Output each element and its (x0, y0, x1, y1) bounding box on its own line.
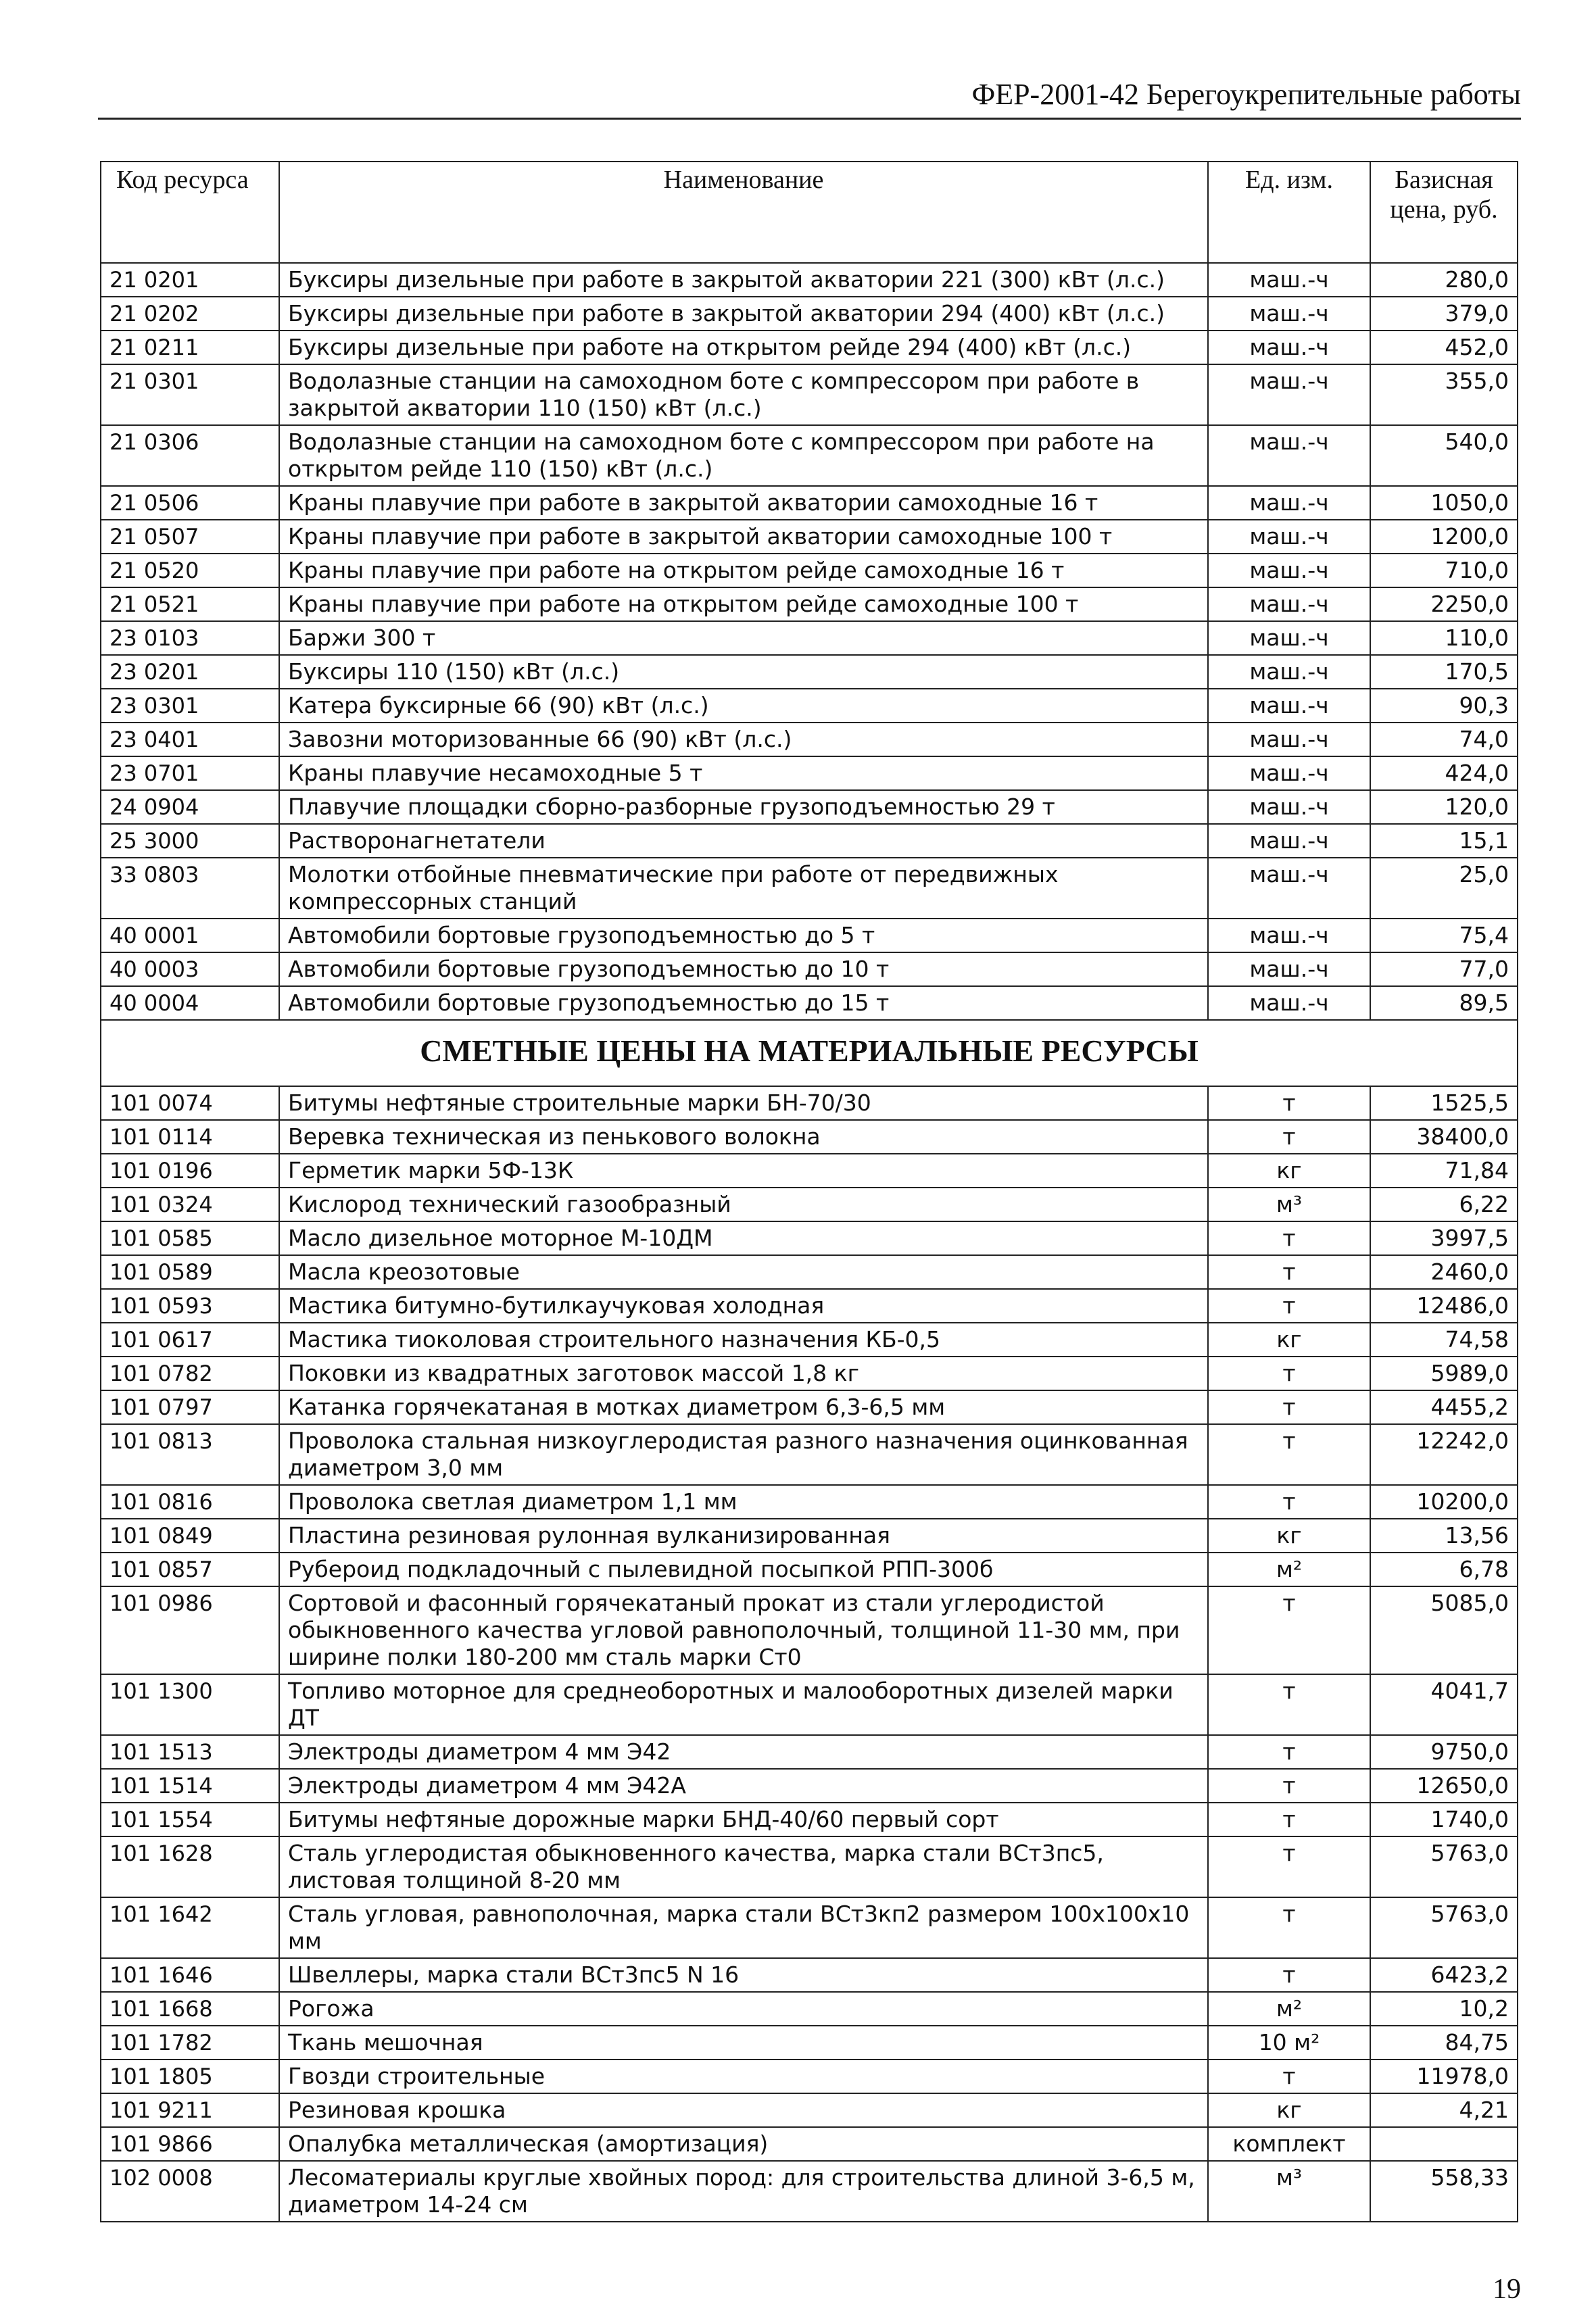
unit-of-measure: т (1208, 1221, 1370, 1255)
table-row (101, 689, 1518, 723)
resource-name: Рубероид подкладочный с пылевидной посыпкой РПП-300б (279, 1553, 1208, 1586)
table-row (101, 263, 1518, 297)
base-price: 89,5 (1370, 986, 1518, 1020)
resource-code: 102 0008 (101, 2161, 279, 2222)
resource-code: 25 3000 (101, 824, 279, 858)
resource-name: Проволока стальная низкоуглеродистая разного назначения оцинкованная диаметром 3,0 мм (279, 1424, 1208, 1485)
resource-code: 101 1513 (101, 1735, 279, 1769)
unit-of-measure: т (1208, 1674, 1370, 1735)
resource-name: Растворонагнетатели (279, 824, 1208, 858)
resource-name: Катера буксирные 66 (90) кВт (л.с.) (279, 689, 1208, 723)
col-header-price: Базисная цена, руб. (1370, 162, 1518, 263)
col-header-unit: Ед. изм. (1208, 162, 1370, 263)
base-price: 74,0 (1370, 723, 1518, 756)
resource-code: 101 0593 (101, 1289, 279, 1323)
resource-code: 101 0114 (101, 1120, 279, 1154)
resource-code: 101 0816 (101, 1485, 279, 1519)
resource-name: Ткань мешочная (279, 2026, 1208, 2060)
resource-name: Резиновая крошка (279, 2093, 1208, 2127)
table-row (101, 858, 1518, 919)
base-price: 11978,0 (1370, 2060, 1518, 2093)
resource-code: 101 0813 (101, 1424, 279, 1485)
unit-of-measure: т (1208, 1424, 1370, 1485)
resource-name: Краны плавучие несамоходные 5 т (279, 756, 1208, 790)
machines-section (101, 263, 1518, 1020)
base-price: 10200,0 (1370, 1485, 1518, 1519)
resource-name: Краны плавучие при работе на открытом рейде самоходные 16 т (279, 554, 1208, 587)
unit-of-measure: т (1208, 1803, 1370, 1836)
resource-code: 21 0507 (101, 520, 279, 554)
resource-code: 101 0585 (101, 1221, 279, 1255)
unit-of-measure: т (1208, 1120, 1370, 1154)
base-price: 1740,0 (1370, 1803, 1518, 1836)
resource-code: 21 0506 (101, 486, 279, 520)
table-row (101, 2093, 1518, 2127)
table-row (101, 331, 1518, 364)
base-price: 5989,0 (1370, 1357, 1518, 1390)
base-price: 12486,0 (1370, 1289, 1518, 1323)
table-row (101, 655, 1518, 689)
resource-code: 101 0782 (101, 1357, 279, 1390)
unit-of-measure: маш.-ч (1208, 486, 1370, 520)
base-price: 75,4 (1370, 919, 1518, 952)
unit-of-measure: т (1208, 1735, 1370, 1769)
table-row (101, 621, 1518, 655)
resource-name: Буксиры 110 (150) кВт (л.с.) (279, 655, 1208, 689)
resource-name: Автомобили бортовые грузоподъемностью до 5 т (279, 919, 1208, 952)
resource-name: Веревка техническая из пенькового волокна (279, 1120, 1208, 1154)
table-row (101, 824, 1518, 858)
base-price: 452,0 (1370, 331, 1518, 364)
base-price: 280,0 (1370, 263, 1518, 297)
unit-of-measure: т (1208, 1769, 1370, 1803)
unit-of-measure: т (1208, 1390, 1370, 1424)
unit-of-measure: маш.-ч (1208, 554, 1370, 587)
unit-of-measure: т (1208, 1897, 1370, 1958)
unit-of-measure: маш.-ч (1208, 520, 1370, 554)
unit-of-measure: м³ (1208, 2161, 1370, 2222)
base-price: 9750,0 (1370, 1735, 1518, 1769)
unit-of-measure: кг (1208, 1519, 1370, 1553)
unit-of-measure: маш.-ч (1208, 655, 1370, 689)
resource-code: 101 9211 (101, 2093, 279, 2127)
unit-of-measure: маш.-ч (1208, 986, 1370, 1020)
unit-of-measure: маш.-ч (1208, 364, 1370, 425)
table-row (101, 952, 1518, 986)
base-price: 90,3 (1370, 689, 1518, 723)
resource-name: Буксиры дизельные при работе в закрытой акватории 221 (300) кВт (л.с.) (279, 263, 1208, 297)
materials-heading-section (101, 1020, 1518, 1086)
table-row (101, 1897, 1518, 1958)
col-header-code: Код ресурса (101, 162, 279, 263)
table-row (101, 1323, 1518, 1357)
table-row (101, 587, 1518, 621)
resource-code: 23 0401 (101, 723, 279, 756)
table-row (101, 2026, 1518, 2060)
base-price: 3997,5 (1370, 1221, 1518, 1255)
header-rule (98, 118, 1521, 120)
resource-code: 101 0324 (101, 1188, 279, 1221)
unit-of-measure: маш.-ч (1208, 952, 1370, 986)
resource-name: Краны плавучие при работе в закрытой акватории самоходные 100 т (279, 520, 1208, 554)
unit-of-measure: маш.-ч (1208, 756, 1370, 790)
base-price (1370, 2127, 1518, 2161)
resource-code: 101 0196 (101, 1154, 279, 1188)
resource-name: Опалубка металлическая (амортизация) (279, 2127, 1208, 2161)
table-row (101, 1357, 1518, 1390)
base-price: 5763,0 (1370, 1897, 1518, 1958)
resource-name: Масла креозотовые (279, 1255, 1208, 1289)
resource-name: Баржи 300 т (279, 621, 1208, 655)
resource-name: Герметик марки 5Ф-13К (279, 1154, 1208, 1188)
resource-code: 101 0797 (101, 1390, 279, 1424)
base-price: 84,75 (1370, 2026, 1518, 2060)
unit-of-measure: т (1208, 1289, 1370, 1323)
table-row (101, 1120, 1518, 1154)
resource-code: 40 0001 (101, 919, 279, 952)
table-row (101, 723, 1518, 756)
base-price: 120,0 (1370, 790, 1518, 824)
resource-code: 101 0857 (101, 1553, 279, 1586)
running-header: ФЕР-2001-42 Берегоукрепительные работы (971, 78, 1521, 111)
table-row (101, 1289, 1518, 1323)
unit-of-measure: маш.-ч (1208, 263, 1370, 297)
base-price: 558,33 (1370, 2161, 1518, 2222)
table-row (101, 1803, 1518, 1836)
unit-of-measure: маш.-ч (1208, 331, 1370, 364)
resource-name: Катанка горячекатаная в мотках диаметром 6,3-6,5 мм (279, 1390, 1208, 1424)
table-row (101, 1390, 1518, 1424)
table-row (101, 1221, 1518, 1255)
resource-code: 101 1554 (101, 1803, 279, 1836)
resource-price-table (100, 161, 1518, 2222)
base-price: 12650,0 (1370, 1769, 1518, 1803)
resource-code: 101 0589 (101, 1255, 279, 1289)
base-price: 10,2 (1370, 1992, 1518, 2026)
base-price: 25,0 (1370, 858, 1518, 919)
base-price: 110,0 (1370, 621, 1518, 655)
resource-code: 101 0849 (101, 1519, 279, 1553)
unit-of-measure: маш.-ч (1208, 297, 1370, 331)
resource-name: Кислород технический газообразный (279, 1188, 1208, 1221)
base-price: 74,58 (1370, 1323, 1518, 1357)
resource-name: Сортовой и фасонный горячекатаный прокат из стали углеродистой обыкновенного качества угловой равнополочный, толщиной 11-30 мм, при ширине полки 180-200 мм сталь марки Ст0 (279, 1586, 1208, 1674)
table-row (101, 297, 1518, 331)
table-row (101, 1154, 1518, 1188)
base-price: 13,56 (1370, 1519, 1518, 1553)
resource-name: Рогожа (279, 1992, 1208, 2026)
resource-name: Электроды диаметром 4 мм Э42А (279, 1769, 1208, 1803)
resource-name: Буксиры дизельные при работе в закрытой акватории 294 (400) кВт (л.с.) (279, 297, 1208, 331)
resource-code: 101 1805 (101, 2060, 279, 2093)
resource-code: 21 0301 (101, 364, 279, 425)
base-price: 355,0 (1370, 364, 1518, 425)
table-row (101, 1485, 1518, 1519)
table-row (101, 1735, 1518, 1769)
unit-of-measure: маш.-ч (1208, 824, 1370, 858)
table-row (101, 364, 1518, 425)
unit-of-measure: т (1208, 1958, 1370, 1992)
base-price: 1050,0 (1370, 486, 1518, 520)
table-row (101, 1255, 1518, 1289)
resource-code: 101 0986 (101, 1586, 279, 1674)
table-row (101, 520, 1518, 554)
base-price: 1200,0 (1370, 520, 1518, 554)
base-price: 379,0 (1370, 297, 1518, 331)
base-price: 4455,2 (1370, 1390, 1518, 1424)
resource-name: Мастика тиоколовая строительного назначения КБ-0,5 (279, 1323, 1208, 1357)
table-row (101, 756, 1518, 790)
resource-name: Автомобили бортовые грузоподъемностью до 10 т (279, 952, 1208, 986)
unit-of-measure: кг (1208, 1323, 1370, 1357)
resource-name: Битумы нефтяные дорожные марки БНД-40/60 первый сорт (279, 1803, 1208, 1836)
page-number: 19 (1493, 2274, 1521, 2305)
resource-name: Гвозди строительные (279, 2060, 1208, 2093)
base-price: 6,78 (1370, 1553, 1518, 1586)
base-price: 424,0 (1370, 756, 1518, 790)
table-row (101, 486, 1518, 520)
unit-of-measure: маш.-ч (1208, 919, 1370, 952)
base-price: 2250,0 (1370, 587, 1518, 621)
table-row (101, 2060, 1518, 2093)
resource-name: Водолазные станции на самоходном боте с компрессором при работе в закрытой акватории 110 (150) кВт (л.с.) (279, 364, 1208, 425)
resource-code: 21 0202 (101, 297, 279, 331)
resource-code: 23 0103 (101, 621, 279, 655)
resource-name: Автомобили бортовые грузоподъемностью до 15 т (279, 986, 1208, 1020)
table-row (101, 2161, 1518, 2222)
resource-code: 40 0003 (101, 952, 279, 986)
table-row (101, 1086, 1518, 1120)
unit-of-measure: 10 м² (1208, 2026, 1370, 2060)
resource-name: Пластина резиновая рулонная вулканизированная (279, 1519, 1208, 1553)
unit-of-measure: т (1208, 1357, 1370, 1390)
resource-code: 101 0074 (101, 1086, 279, 1120)
unit-of-measure: т (1208, 1255, 1370, 1289)
base-price: 4041,7 (1370, 1674, 1518, 1735)
resource-code: 101 1668 (101, 1992, 279, 2026)
resource-name: Проволока светлая диаметром 1,1 мм (279, 1485, 1208, 1519)
resource-code: 23 0301 (101, 689, 279, 723)
base-price: 38400,0 (1370, 1120, 1518, 1154)
table-row (101, 425, 1518, 486)
resource-code: 101 1646 (101, 1958, 279, 1992)
table-row (101, 1674, 1518, 1735)
unit-of-measure: м³ (1208, 1188, 1370, 1221)
resource-name: Мастика битумно-бутилкаучуковая холодная (279, 1289, 1208, 1323)
col-header-name: Наименование (279, 162, 1208, 263)
table-row (101, 1553, 1518, 1586)
resource-code: 21 0520 (101, 554, 279, 587)
table-row (101, 1519, 1518, 1553)
resource-name: Водолазные станции на самоходном боте с компрессором при работе на открытом рейде 110 (150) кВт (л.с.) (279, 425, 1208, 486)
unit-of-measure: маш.-ч (1208, 790, 1370, 824)
unit-of-measure: т (1208, 1086, 1370, 1120)
resource-code: 21 0306 (101, 425, 279, 486)
table-row (101, 1836, 1518, 1897)
base-price: 12242,0 (1370, 1424, 1518, 1485)
base-price: 1525,5 (1370, 1086, 1518, 1120)
resource-name: Битумы нефтяные строительные марки БН-70/30 (279, 1086, 1208, 1120)
unit-of-measure: маш.-ч (1208, 689, 1370, 723)
resource-name: Завозни моторизованные 66 (90) кВт (л.с.) (279, 723, 1208, 756)
resource-code: 101 0617 (101, 1323, 279, 1357)
resource-code: 23 0701 (101, 756, 279, 790)
table-row (101, 1992, 1518, 2026)
resource-name: Топливо моторное для среднеоборотных и малооборотных дизелей марки ДТ (279, 1674, 1208, 1735)
unit-of-measure: кг (1208, 2093, 1370, 2127)
resource-name: Лесоматериалы круглые хвойных пород: для строительства длиной 3-6,5 м, диаметром 14-24 см (279, 2161, 1208, 2222)
resource-code: 101 1642 (101, 1897, 279, 1958)
base-price: 77,0 (1370, 952, 1518, 986)
unit-of-measure: т (1208, 1586, 1370, 1674)
resource-code: 101 1628 (101, 1836, 279, 1897)
unit-of-measure: т (1208, 1836, 1370, 1897)
base-price: 6423,2 (1370, 1958, 1518, 1992)
unit-of-measure: т (1208, 2060, 1370, 2093)
table-row (101, 1958, 1518, 1992)
table-row (101, 1769, 1518, 1803)
resource-name: Поковки из квадратных заготовок массой 1,8 кг (279, 1357, 1208, 1390)
table-row (101, 1586, 1518, 1674)
unit-of-measure: кг (1208, 1154, 1370, 1188)
resource-code: 33 0803 (101, 858, 279, 919)
resource-name: Краны плавучие при работе на открытом рейде самоходные 100 т (279, 587, 1208, 621)
resource-name: Масло дизельное моторное М-10ДМ (279, 1221, 1208, 1255)
table-row (101, 919, 1518, 952)
resource-name: Молотки отбойные пневматические при работе от передвижных компрессорных станций (279, 858, 1208, 919)
unit-of-measure: маш.-ч (1208, 621, 1370, 655)
resource-name: Сталь углеродистая обыкновенного качества, марка стали ВСт3пс5, листовая толщиной 8-20 мм (279, 1836, 1208, 1897)
resource-name: Краны плавучие при работе в закрытой акватории самоходные 16 т (279, 486, 1208, 520)
unit-of-measure: м² (1208, 1553, 1370, 1586)
resource-code: 101 1782 (101, 2026, 279, 2060)
resource-code: 23 0201 (101, 655, 279, 689)
table-row (101, 1424, 1518, 1485)
base-price: 170,5 (1370, 655, 1518, 689)
resource-name: Электроды диаметром 4 мм Э42 (279, 1735, 1208, 1769)
base-price: 6,22 (1370, 1188, 1518, 1221)
resource-name: Плавучие площадки сборно-разборные грузоподъемностью 29 т (279, 790, 1208, 824)
base-price: 5085,0 (1370, 1586, 1518, 1674)
resource-code: 40 0004 (101, 986, 279, 1020)
unit-of-measure: м² (1208, 1992, 1370, 2026)
unit-of-measure: маш.-ч (1208, 425, 1370, 486)
table-row (101, 790, 1518, 824)
table-row (101, 554, 1518, 587)
base-price: 5763,0 (1370, 1836, 1518, 1897)
resource-code: 101 9866 (101, 2127, 279, 2161)
resource-code: 21 0521 (101, 587, 279, 621)
resource-code: 101 1514 (101, 1769, 279, 1803)
base-price: 15,1 (1370, 824, 1518, 858)
resource-code: 24 0904 (101, 790, 279, 824)
unit-of-measure: т (1208, 1485, 1370, 1519)
resource-name: Швеллеры, марка стали ВСт3пс5 N 16 (279, 1958, 1208, 1992)
materials-section-heading: СМЕТНЫЕ ЦЕНЫ НА МАТЕРИАЛЬНЫЕ РЕСУРСЫ (101, 1020, 1518, 1086)
table-row (101, 2127, 1518, 2161)
resource-name: Сталь угловая, равнополочная, марка стали ВСт3кп2 размером 100х100х10 мм (279, 1897, 1208, 1958)
materials-section (101, 1086, 1518, 2222)
resource-name: Буксиры дизельные при работе на открытом рейде 294 (400) кВт (л.с.) (279, 331, 1208, 364)
base-price: 540,0 (1370, 425, 1518, 486)
resource-code: 21 0201 (101, 263, 279, 297)
table-row (101, 1188, 1518, 1221)
table-row (101, 986, 1518, 1020)
resource-code: 101 1300 (101, 1674, 279, 1735)
resource-code: 21 0211 (101, 331, 279, 364)
unit-of-measure: маш.-ч (1208, 723, 1370, 756)
base-price: 2460,0 (1370, 1255, 1518, 1289)
base-price: 71,84 (1370, 1154, 1518, 1188)
base-price: 710,0 (1370, 554, 1518, 587)
unit-of-measure: комплект (1208, 2127, 1370, 2161)
unit-of-measure: маш.-ч (1208, 587, 1370, 621)
unit-of-measure: маш.-ч (1208, 858, 1370, 919)
base-price: 4,21 (1370, 2093, 1518, 2127)
